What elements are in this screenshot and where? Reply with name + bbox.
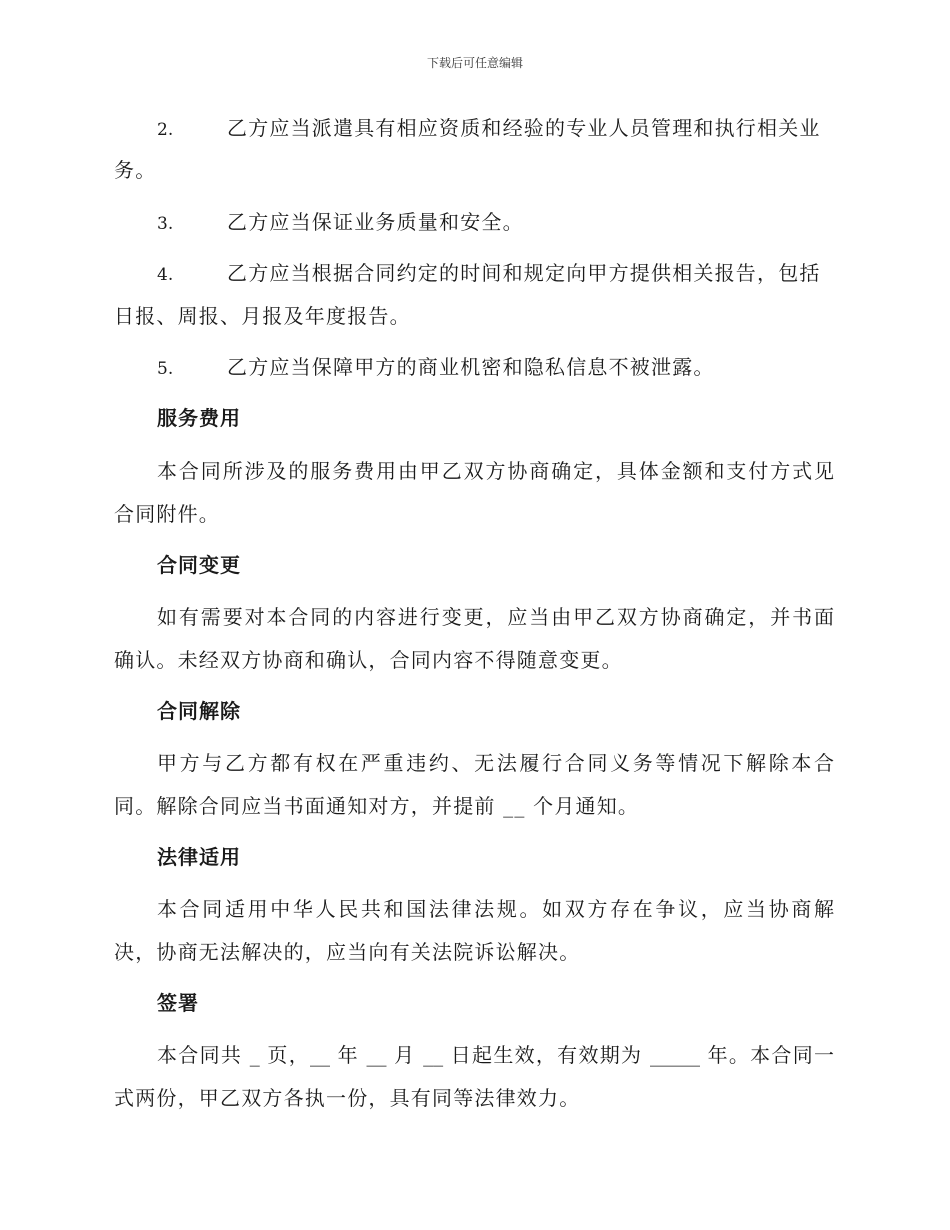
paragraph-line: 甲方与乙方都有权在严重违约、无法履行合同义务等情况下解除本合	[157, 751, 834, 775]
list-item-continuation: 日报、周报、月报及年度报告。	[114, 304, 411, 328]
paragraph-line: 确认。未经双方协商和确认，合同内容不得随意变更。	[114, 648, 623, 672]
list-item-text: 乙方应当保证业务质量和安全。	[227, 210, 524, 234]
list-item-number: 3.	[157, 214, 174, 234]
paragraph-line: 同。解除合同应当书面通知对方，并提前 __ 个月通知。	[114, 794, 640, 818]
paragraph-line: 本合同所涉及的服务费用由甲乙双方协商确定，具体金额和支付方式见	[157, 459, 834, 483]
section-heading: 法律适用	[157, 845, 241, 869]
list-item-number: 4.	[157, 265, 174, 285]
list-item-text: 乙方应当根据合同约定的时间和规定向甲方提供相关报告，包括	[227, 261, 821, 285]
paragraph-line: 本合同适用中华人民共和国法律法规。如双方存在争议，应当协商解	[157, 897, 834, 921]
list-item-line	[157, 208, 834, 238]
section-heading: 合同变更	[157, 553, 241, 577]
list-item-line	[157, 114, 834, 144]
paragraph-line: 如有需要对本合同的内容进行变更，应当由甲乙双方协商确定，并书面	[157, 605, 834, 629]
list-item-line	[157, 259, 834, 289]
list-item-text: 乙方应当派遣具有相应资质和经验的专业人员管理和执行相关业	[227, 116, 821, 140]
list-item-number: 5.	[157, 359, 174, 379]
section-heading: 签署	[157, 991, 199, 1015]
paragraph-line: 本合同共 _ 页，__ 年 __ 月 __ 日起生效，有效期为 _____ 年。本合同一	[157, 1043, 834, 1067]
list-item-text: 乙方应当保障甲方的商业机密和隐私信息不被泄露。	[227, 355, 715, 379]
paragraph-line: 合同附件。	[114, 502, 220, 526]
section-heading: 服务费用	[157, 406, 241, 430]
list-item-number: 2.	[157, 120, 174, 140]
page-header: 下载后可任意编辑	[426, 56, 523, 70]
paragraph-line: 决，协商无法解决的，应当向有关法院诉讼解决。	[114, 940, 581, 964]
section-heading: 合同解除	[157, 699, 241, 723]
paragraph-line: 式两份，甲乙双方各执一份，具有同等法律效力。	[114, 1086, 581, 1110]
list-item-line	[157, 353, 834, 383]
list-item-continuation: 务。	[114, 158, 157, 182]
